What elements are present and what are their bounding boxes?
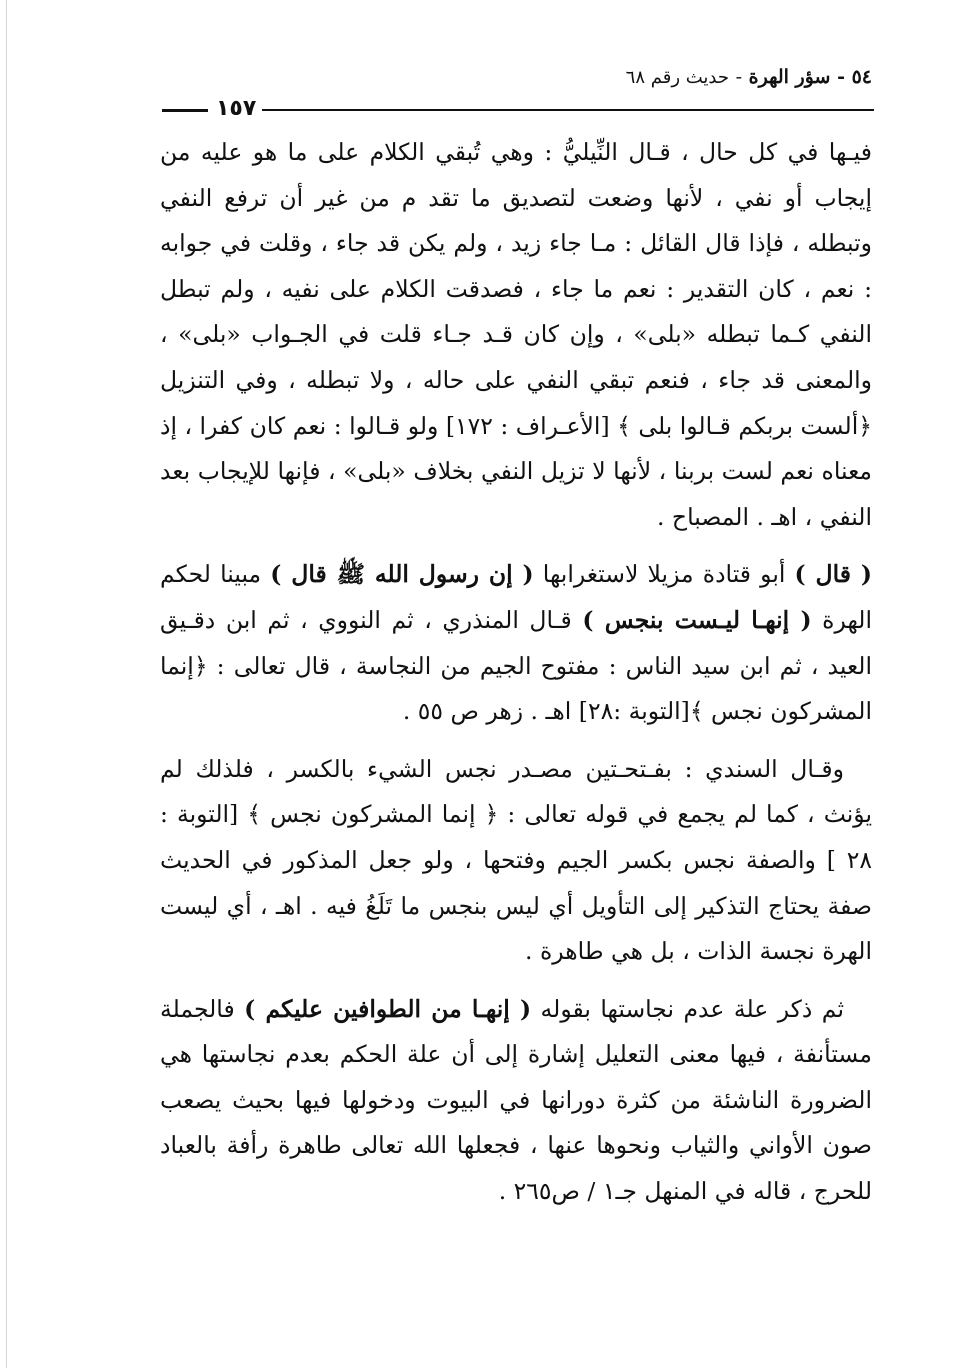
- header-separator: -: [735, 66, 743, 88]
- header-title: [626, 66, 872, 88]
- paragraph-4: [160, 987, 872, 1215]
- bold-run: ( قال ): [794, 560, 872, 589]
- page-edge-line: [6, 0, 7, 1368]
- paragraph-2: [160, 552, 872, 734]
- paragraph-3: [160, 747, 872, 975]
- body-text: [160, 130, 872, 1227]
- text-run: أبو قتادة مزيلا لاستغرابها: [533, 560, 795, 589]
- page-number: ١٥٧: [216, 96, 257, 121]
- bold-run: ( إنهـا من الطوافين عليكم ): [244, 994, 532, 1023]
- text-run: فيـها في كل حال ، قـال النِّيليُّ : وهي تُبقي الكلام على ما هو عليه من إيجاب أو نفي ، لأنها وضعت لتصديق ما تقد م من غير أن ترفع النفي وتبطله ، فإذا قال القائل : مـا جاء زيد ، ولم يكن قد جاء ، وقلت في جوابه : نعم ، كان التقدير : نعم ما جاء ، فصدقت الكلام على نفيه ، ولم تبطل النفي كـما تبطله «بلى» ، وإن كان قـد جـاء قلت في الجـواب «بلى» ، والمعنى قد جاء ، فنعم تبقي النفي على حاله ، ولا تبطله ، وفي التنزيل ﴿ألست بربكم قـالوا بلى ﴾ [الأعـراف : ١٧٢] ولو قـالوا : نعم كان كفرا ، إذ معناه نعم لست بربنا ، لأنها لا تزيل النفي بخلاف «بلى» ، فإنها للإيجاب بعد النفي ، اهـ . المصباح .: [160, 138, 872, 531]
- text-run: وقـال السندي : بفـتحـتين مصـدر نجس الشيء بالكسر ، فلذلك لم يؤنث ، كما لم يجمع في قوله تعالى : ﴿ إنما المشركون نجس ﴾ [التوبة : ٢٨ ] والصفة نجس بكسر الجيم وفتحها ، ولو جعل المذكور في الحديث صفة يحتاج التذكير إلى التأويل أي ليس بنجس ما تَلَغُ فيه . اهـ ، أي ليست الهرة نجسة الذات ، بل هي طاهرة .: [160, 754, 872, 966]
- text-run: فالجملة مستأنفة ، فيها معنى التعليل إشارة إلى أن علة الحكم بعدم نجاستها هي الضرورة الناشئة من كثرة دورانها في البيوت ودخولها فيها بحيث يصعب صون الأواني والثياب ونحوها عنها ، فجعلها الله تعالى طاهرة رأفة بالعباد للحرج ، قاله في المنهل جـ١ / ص٢٦٥ .: [160, 994, 872, 1206]
- text-run: ثم ذكر علة عدم نجاستها بقوله: [531, 994, 844, 1023]
- bold-run: ( إنهـا ليـست بنجس ): [582, 605, 812, 634]
- page-number-row: [160, 96, 290, 120]
- text-run: مبينا لحكم الهرة: [160, 560, 872, 634]
- running-header: [160, 66, 872, 126]
- text-run: قـال المنذري ، ثم النووي ، ثم ابن دقـيق العيد ، ثم ابن سيد الناس : مفتوح الجيم من النجاسة ، قال تعالى : ﴿إنما المشركون نجس ﴾[التوبة :٢٨] اهـ . زهر ص ٥٥ .: [160, 605, 872, 726]
- paragraph-1: [160, 130, 872, 540]
- chapter-title: ٥٤ - سؤر الهرة: [748, 66, 872, 88]
- bold-run: ( إن رسول الله ﷺ قال ): [270, 560, 534, 589]
- header-rule-left: [162, 109, 208, 112]
- hadith-reference: حديث رقم ٦٨: [625, 67, 729, 88]
- header-rule-right: [262, 109, 874, 111]
